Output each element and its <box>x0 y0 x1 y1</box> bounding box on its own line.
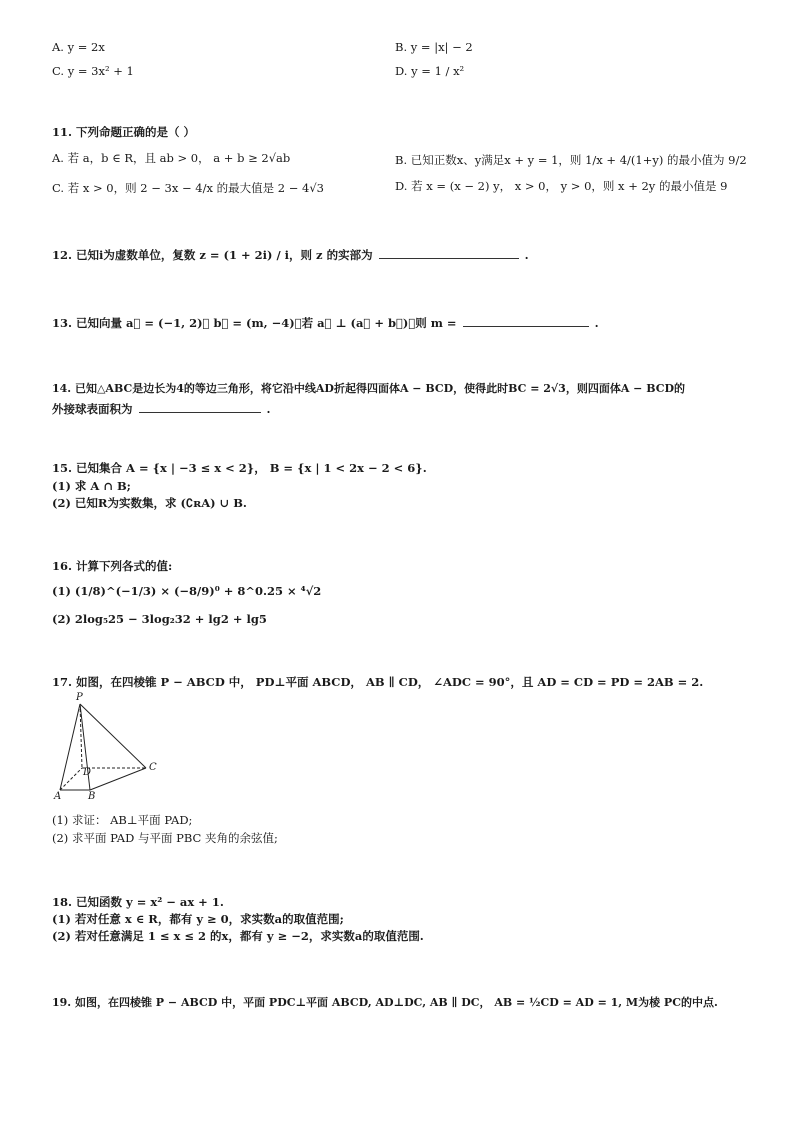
q10-option-a: A. y = 2x <box>52 40 105 54</box>
edge-pc <box>80 704 146 768</box>
q12-tail: . <box>524 248 529 262</box>
q16-stem: 16. 计算下列各式的值: <box>52 559 173 573</box>
q10-option-c: C. y = 3x² + 1 <box>52 64 134 78</box>
q16-part2: (2) 2log₅25 − 3log₂32 + lg2 + lg5 <box>52 612 267 626</box>
label-c: C <box>149 762 157 773</box>
q14-line2 <box>52 400 271 417</box>
q12-answer-blank[interactable] <box>379 246 519 259</box>
q14-line2-text: 外接球表面积为 <box>52 402 133 416</box>
q15-part1: (1) 求 A ∩ B; <box>52 479 131 493</box>
q17-part2: (2) 求平面 PAD 与平面 PBC 夹角的余弦值; <box>52 831 278 845</box>
q12-text: 12. 已知i为虚数单位，复数 z = (1 + 2i) / i，则 z 的实部为 <box>52 248 373 262</box>
q11-option-a: A. 若 a，b ∈ R，且 ab > 0， a + b ≥ 2√ab <box>52 151 291 165</box>
q14-tail: . <box>266 402 271 416</box>
q15-part2: (2) 已知R为实数集，求 (∁ʀA) ∪ B. <box>52 496 247 510</box>
q16-part1: (1) (1/8)^(−1/3) × (−8/9)⁰ + 8^0.25 × ⁴√2 <box>52 584 322 598</box>
edge-bc <box>90 768 146 790</box>
q13-question <box>52 314 599 331</box>
q15-stem: 15. 已知集合 A = {x | −3 ≤ x < 2}， B = {x | 1 < 2x − 2 < 6}. <box>52 461 427 475</box>
q13-answer-blank[interactable] <box>463 314 589 327</box>
q10-option-d: D. y = 1 / x² <box>395 64 465 78</box>
q13-tail: . <box>594 316 599 330</box>
q12-question <box>52 246 529 263</box>
q11-stem: 11. 下列命题正确的是（ ） <box>52 125 196 139</box>
q10-option-b: B. y = |x| − 2 <box>395 40 473 54</box>
q11-option-b: B. 已知正数x、y满足x + y = 1，则 1/x + 4/(1+y) 的最小值为 9/2 <box>395 153 747 167</box>
q17-part1: (1) 求证： AB⊥平面 PAD; <box>52 813 193 827</box>
label-p: P <box>76 692 83 703</box>
q17-pyramid-figure <box>50 694 170 804</box>
q13-text: 13. 已知向量 a⃗ = (−1, 2)， b⃗ = (m, −4)．若 a⃗ ⊥ (a⃗ + b⃗)，则 m = <box>52 316 457 330</box>
q11-option-c: C. 若 x > 0，则 2 − 3x − 4/x 的最大值是 2 − 4√3 <box>52 181 324 195</box>
label-d: D <box>83 767 92 778</box>
q14-answer-blank[interactable] <box>139 400 261 413</box>
q14-line1: 14. 已知△ABC是边长为4的等边三角形，将它沿中线AD折起得四面体A − BCD，使得此时BC = 2√3，则四面体A − BCD的 <box>52 382 686 395</box>
q19-stem: 19. 如图，在四棱锥 P − ABCD 中，平面 PDC⊥平面 ABCD, AD⊥DC, AB ∥ DC， AB = ½CD = AD = 1, M为棱 PC的中点. <box>52 996 718 1009</box>
label-b: B <box>88 791 96 802</box>
edge-pa <box>60 704 80 790</box>
q18-part2: (2) 若对任意满足 1 ≤ x ≤ 2 的x，都有 y ≥ −2，求实数a的取值范围. <box>52 929 424 943</box>
label-a: A <box>54 791 62 802</box>
q18-stem: 18. 已知函数 y = x² − ax + 1. <box>52 895 224 909</box>
q18-part1: (1) 若对任意 x ∈ R，都有 y ≥ 0，求实数a的取值范围; <box>52 912 344 926</box>
q11-option-d: D. 若 x = (x − 2) y， x > 0， y > 0，则 x + 2y 的最小值是 9 <box>395 179 728 193</box>
edge-ad <box>60 768 82 790</box>
pyramid-diagram <box>50 694 170 804</box>
q17-stem: 17. 如图，在四棱锥 P − ABCD 中， PD⊥平面 ABCD， AB ∥ CD， ∠ADC = 90°，且 AD = CD = PD = 2AB = 2. <box>52 675 704 689</box>
